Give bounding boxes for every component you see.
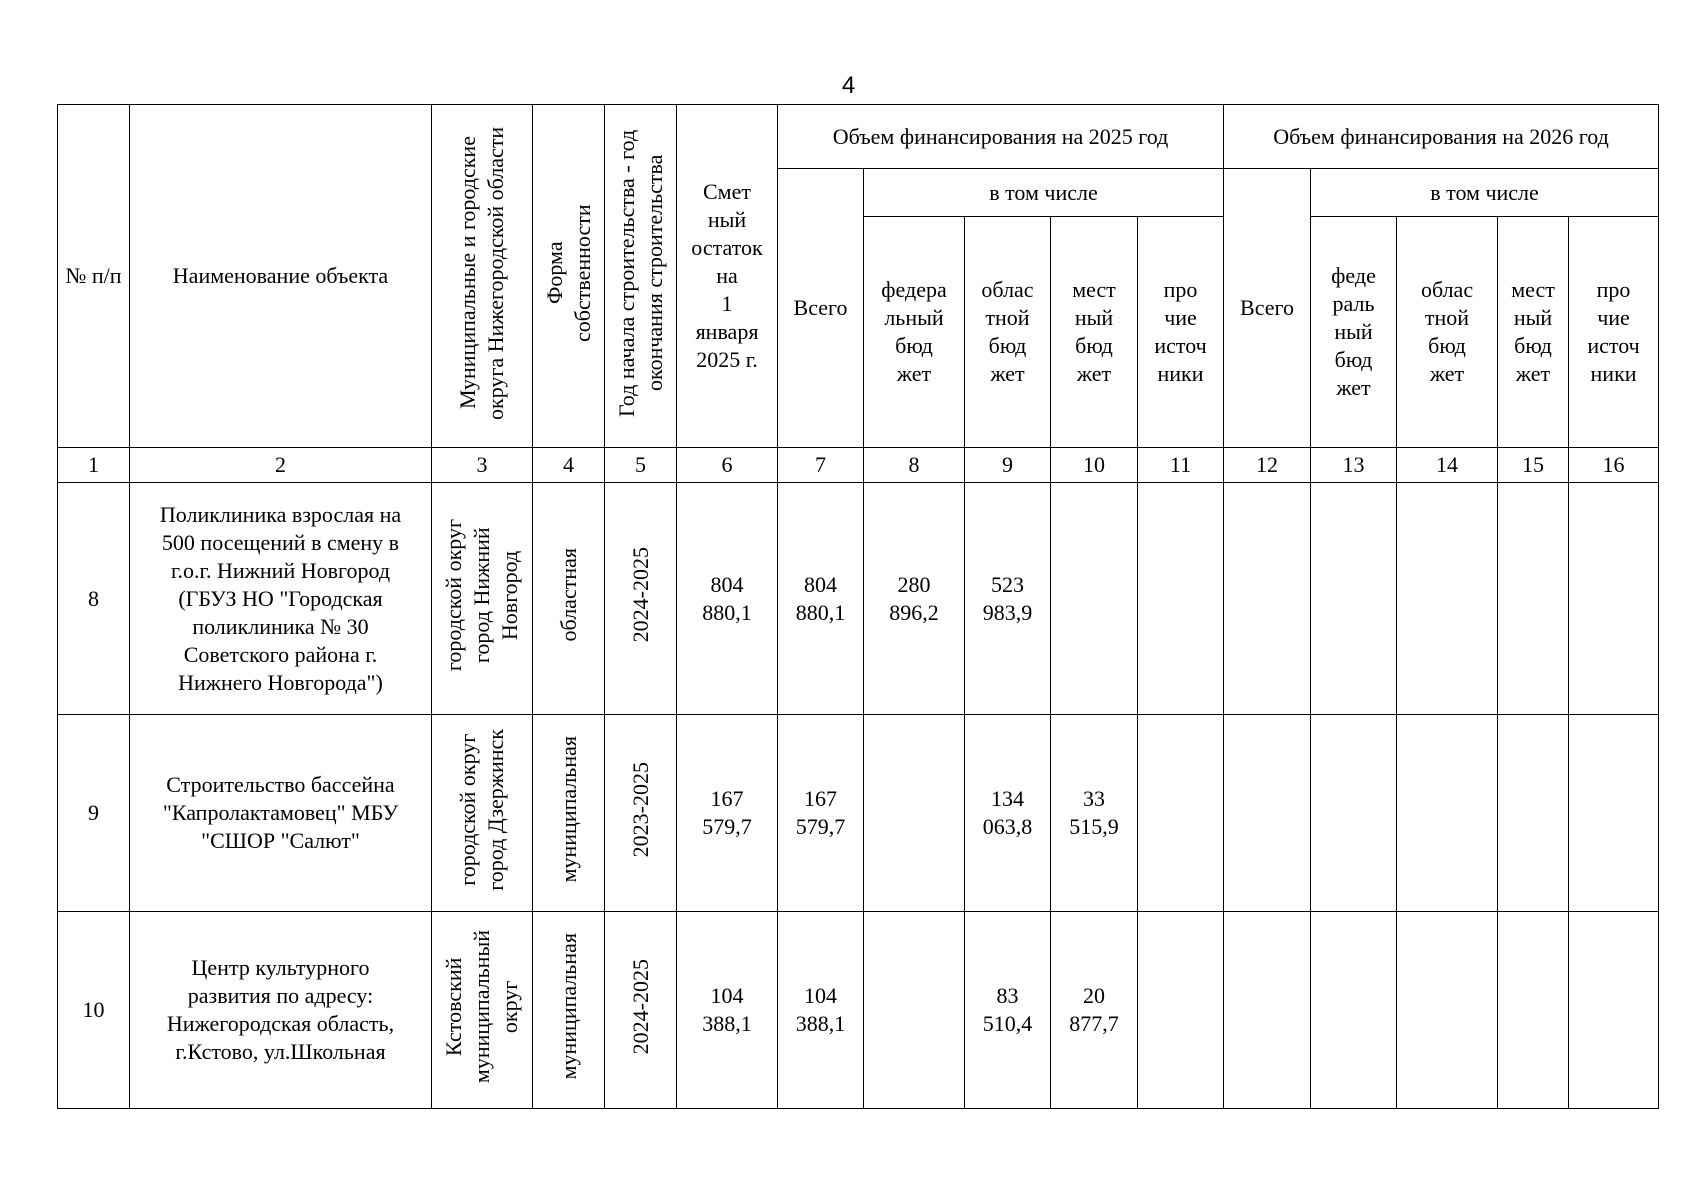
col-number: 12 [1224,448,1311,483]
col-number: 11 [1138,448,1224,483]
text-line: льный [884,305,944,330]
text-line: муниципальный [469,929,494,1084]
text-line: мест [1511,277,1555,302]
row-num: 9 [58,715,130,912]
total-2026-cell [1224,912,1311,1109]
object-name [130,912,432,1109]
federal-2025-cell [864,912,965,1109]
object-name [130,483,432,715]
text-line: 388,1 [795,1011,846,1036]
text-line: Новгород [497,550,522,640]
text-line: облас [1420,277,1474,302]
text-line: ный [1334,319,1373,344]
table-row [58,912,1659,1109]
text-line: облас [981,277,1034,302]
text-line: про [1596,277,1631,302]
col-number: 14 [1397,448,1498,483]
text-line: Нижнего Новгорода") [178,669,383,695]
table-row [58,483,1659,715]
header-other-2026 [1569,217,1659,448]
header-federal-2025 [864,217,965,448]
col-number: 16 [1569,448,1659,483]
estimate-cell [677,715,778,912]
text-line: бюд [988,333,1027,358]
header-fin-2025: Объем финансирования на 2025 год [778,105,1224,169]
municipality-text [440,519,524,671]
col-number: 4 [533,448,605,483]
header-estimate [677,105,778,448]
text-line: 579,7 [702,814,752,839]
header-local-2025 [1051,217,1138,448]
col-number: 13 [1311,448,1397,483]
text-line: 523 [991,571,1024,597]
header-federal-2026 [1311,217,1397,448]
other-2026-cell [1569,715,1659,912]
object-name [130,715,432,912]
years-cell: 2023-2025 [605,715,677,912]
total-2026-cell [1224,483,1311,715]
municipality-cell [432,483,533,715]
text-line: ный [1513,305,1553,330]
local-2025-cell [1051,715,1138,912]
federal-2026-cell [1311,483,1397,715]
text-line: городской округ [455,733,480,886]
text-line: 880,1 [702,599,752,625]
estimate-cell [677,483,778,715]
header-total-2025: Всего [778,169,864,448]
text-line: 280 [897,571,931,597]
text-line: ный [1074,305,1114,330]
years-cell: 2024-2025 [605,912,677,1109]
page-number: 4 [841,72,856,99]
financing-table [57,104,1659,1109]
text-line: феде [1331,263,1376,288]
col-number: 1 [58,448,130,483]
header-municipality: Муниципальные и городские округа Нижегородской области [432,105,533,448]
text-line: бюд [1334,347,1373,372]
text-line: ный [707,207,747,232]
federal-2025-cell [864,483,965,715]
text-line: развития по адресу: [187,983,374,1008]
total-2025-cell [778,912,864,1109]
text-line: город Дзержинск [483,728,508,891]
ownership-cell: муниципальная [533,912,605,1109]
total-2025-cell [778,715,864,912]
text-line: 134 [991,786,1024,811]
header-num: № п/п [58,105,130,448]
federal-2025-cell [864,715,965,912]
text-line: тной [985,305,1030,330]
text-line: федера [881,277,947,302]
local-2025-cell [1051,912,1138,1109]
text-line: бюд [1428,333,1466,358]
text-line: 2025 г. [696,347,758,372]
regional-2026-cell [1397,912,1498,1109]
text-line: 804 [710,571,744,597]
text-line: 983,9 [982,599,1033,625]
text-line: г.о.г. Нижний Новгород [170,557,391,583]
col-number: 15 [1498,448,1569,483]
text-line [864,982,964,1010]
text-line: жет [896,361,932,386]
text-line: 167 [804,786,837,811]
text-line: Советского района г. [183,641,378,667]
text-line: 500 посещений в смену в [161,529,400,555]
text-line: 83 [996,983,1019,1008]
regional-2026-cell [1397,483,1498,715]
text-line [1051,571,1137,599]
column-number-row [58,448,1659,483]
federal-2026-cell [1311,715,1397,912]
col-number: 2 [130,448,432,483]
other-2026-cell [1569,912,1659,1109]
text-line: г.Кстово, ул.Школьная [175,1039,386,1064]
text-line: городской округ [441,518,466,672]
row-num: 8 [58,483,130,715]
text-line: про [1163,277,1198,302]
text-line: жет [1515,361,1551,386]
text-line: января [695,319,759,344]
text-line: тной [1424,305,1470,330]
local-2026-cell [1498,912,1569,1109]
text-line: город Нижний [469,527,494,663]
text-line: бюд [895,333,933,358]
text-line [864,1010,964,1038]
municipality-cell [432,912,533,1109]
col-number: 3 [432,448,533,483]
estimate-cell [677,912,778,1109]
other-2025-cell [1138,483,1224,715]
text-line [864,813,964,841]
header-regional-2026 [1397,217,1498,448]
total-2025-cell [778,483,864,715]
header-local-2026 [1498,217,1569,448]
col-number: 8 [864,448,965,483]
text-line: 20 [1083,983,1105,1008]
text-line: жет [1336,375,1371,400]
text-line: на [716,263,738,288]
header-row-top [58,105,1659,169]
text-line: Строительство бассейна [166,772,395,797]
text-line: жет [1076,361,1112,386]
text-line: остаток [691,235,763,260]
ownership-cell: муниципальная [533,715,605,912]
text-line: бюд [1075,333,1113,358]
text-line: Центр культурного [191,955,370,980]
col-number: 6 [677,448,778,483]
text-line: 1 [721,291,733,316]
col-number: 7 [778,448,864,483]
text-line: Кстовский [441,957,466,1056]
text-line: 388,1 [702,1011,752,1036]
regional-2026-cell [1397,715,1498,912]
text-line: раль [1332,291,1375,316]
local-2025-cell [1051,483,1138,715]
text-line: округ [497,980,522,1033]
other-2025-cell [1138,715,1224,912]
other-2026-cell [1569,483,1659,715]
ownership-cell: областная [533,483,605,715]
header-ownership: Форма собственности [533,105,605,448]
header-incl-2026: в том числе [1311,169,1659,217]
text-line: 167 [710,786,744,811]
text-line: 804 [804,571,837,597]
header-incl-2025: в том числе [864,169,1224,217]
text-line: Нижегородская область, [166,1011,395,1036]
col-number: 5 [605,448,677,483]
text-line: 33 [1083,786,1105,811]
text-line [1051,599,1137,627]
text-line: 877,7 [1069,1011,1119,1036]
header-fin-2026: Объем финансирования на 2026 год [1224,105,1659,169]
text-line: Поликлиника взрослая на [159,501,402,527]
text-line: источ [1154,333,1207,358]
text-line: 104 [710,983,744,1008]
municipality-text [440,930,524,1083]
text-line: ники [1590,361,1637,386]
municipality-cell [432,715,533,912]
text-line: 063,8 [982,814,1033,839]
col-number: 9 [965,448,1051,483]
header-regional-2025 [965,217,1051,448]
local-2026-cell [1498,483,1569,715]
text-line: поликлиника № 30 [192,613,369,639]
total-2026-cell [1224,715,1311,912]
federal-2026-cell [1311,912,1397,1109]
text-line: Смет [703,179,751,204]
text-line: чие [1164,305,1197,330]
header-name: Наименование объекта [130,105,432,448]
row-num: 10 [58,912,130,1109]
local-2026-cell [1498,715,1569,912]
regional-2025-cell [965,715,1051,912]
municipality-text [454,729,510,891]
table-row [58,715,1659,912]
text-line: 104 [804,983,837,1008]
text-line: мест [1072,277,1116,302]
text-line: 896,2 [889,599,939,625]
text-line: жет [990,361,1025,386]
text-line: чие [1597,305,1630,330]
other-2025-cell [1138,912,1224,1109]
text-line: жет [1429,361,1465,386]
text-line [864,785,964,813]
text-line: бюд [1514,333,1552,358]
text-line: (ГБУЗ НО "Городская [178,585,383,611]
col-number: 10 [1051,448,1138,483]
header-other-2025 [1138,217,1224,448]
text-line: ники [1157,361,1204,386]
header-years: Год начала строительства - год окончания строительства [605,105,677,448]
regional-2025-cell [965,912,1051,1109]
header-total-2026: Всего [1224,169,1311,448]
text-line: источ [1587,333,1640,358]
text-line: 510,4 [982,1011,1033,1036]
text-line: "Капролактамовец" МБУ [162,800,399,825]
regional-2025-cell [965,483,1051,715]
text-line: "СШОР "Салют" [201,828,360,853]
years-cell: 2024-2025 [605,483,677,715]
text-line: 579,7 [795,814,846,839]
text-line: 880,1 [795,599,846,625]
text-line: 515,9 [1069,814,1119,839]
